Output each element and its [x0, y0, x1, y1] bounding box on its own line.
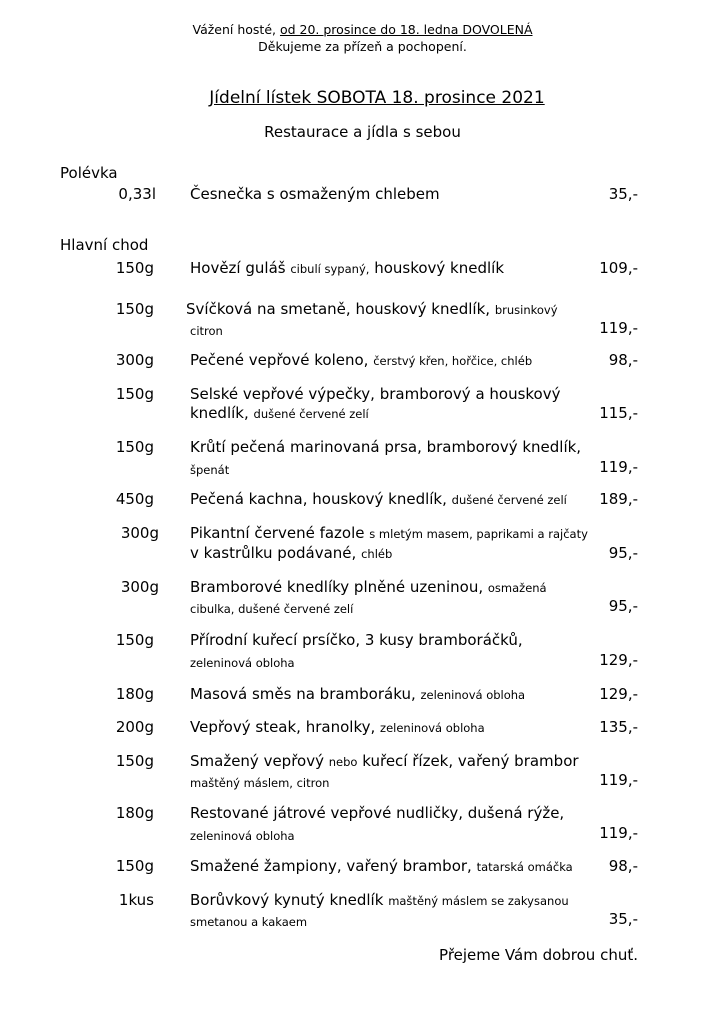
- item-price: 95,-: [608, 597, 638, 615]
- item-qty: 300g: [120, 578, 159, 596]
- item-name: Smažené žampiony, vařený brambor, tatarská omáčka: [190, 857, 573, 875]
- item-price: 129,-: [599, 651, 638, 669]
- item-name: Borůvkový kynutý knedlík maštěný máslem se zakysanou: [190, 891, 569, 909]
- notice-dates: od 20. prosince do 18. ledna DOVOLENÁ: [279, 22, 533, 37]
- item-qty: 150g: [115, 259, 154, 277]
- item-price: 129,-: [599, 685, 638, 703]
- item-price: 35,-: [608, 185, 638, 203]
- item-name: Vepřový steak, hranolky, zeleninová obloha: [190, 718, 485, 736]
- item-note: zeleninová obloha: [190, 656, 295, 670]
- item-name: Selské vepřové výpečky, bramborový a houskový: [190, 385, 561, 403]
- item-price: 119,-: [599, 458, 638, 476]
- section-soup: Polévka: [60, 164, 118, 182]
- item-qty: 200g: [115, 718, 154, 736]
- item-name: Pikantní červené fazole s mletým masem, paprikami a rajčaty: [190, 524, 588, 542]
- item-price: 98,-: [608, 351, 638, 369]
- item-price: 35,-: [608, 910, 638, 928]
- item-name: Smažený vepřový nebo kuřecí řízek, vařený brambor: [190, 752, 579, 770]
- item-name: Svíčková na smetaně, houskový knedlík, brusinkový: [186, 300, 558, 318]
- closing-wish: Přejeme Vám dobrou chuť.: [439, 946, 638, 964]
- item-qty: 150g: [115, 438, 154, 456]
- item-name: Pečená kachna, houskový knedlík, dušené červené zelí: [190, 490, 567, 508]
- item-price: 115,-: [599, 404, 638, 422]
- item-note: maštěný máslem, citron: [190, 776, 330, 790]
- item-name: Přírodní kuřecí prsíčko, 3 kusy bramboráčků,: [190, 631, 523, 649]
- item-name: Bramborové knedlíky plněné uzeninou, osmažená: [190, 578, 547, 596]
- item-qty: 450g: [115, 490, 154, 508]
- item-qty: 180g: [115, 685, 154, 703]
- item-price: 95,-: [608, 544, 638, 562]
- vacation-notice: [0, 22, 725, 37]
- item-price: 109,-: [599, 259, 638, 277]
- item-name-cont: knedlík, dušené červené zelí: [190, 404, 369, 422]
- item-name: Restované játrové vepřové nudličky, dušená rýže,: [190, 804, 565, 822]
- item-name: Krůtí pečená marinovaná prsa, bramborový knedlík,: [190, 438, 582, 456]
- item-name: Česnečka s osmaženým chlebem: [190, 185, 440, 203]
- item-qty: 300g: [115, 351, 154, 369]
- item-qty: 150g: [115, 300, 154, 318]
- item-name-cont: v kastrůlku podávané, chléb: [190, 544, 393, 562]
- item-price: 135,-: [599, 718, 638, 736]
- item-price: 119,-: [599, 824, 638, 842]
- item-note: špenát: [190, 463, 230, 477]
- item-note: smetanou a kakaem: [190, 915, 308, 929]
- item-name: Hovězí guláš cibulí sypaný, houskový knedlík: [190, 259, 505, 277]
- item-qty: 0,33l: [118, 185, 156, 203]
- item-qty: 300g: [120, 524, 159, 542]
- notice-prefix: Vážení hosté,: [192, 22, 280, 37]
- menu-subtitle: Restaurace a jídla s sebou: [264, 123, 461, 141]
- item-qty: 150g: [115, 857, 154, 875]
- item-price: 119,-: [599, 771, 638, 789]
- item-qty: 150g: [115, 631, 154, 649]
- thanks-line: Děkujeme za přízeň a pochopení.: [258, 39, 467, 54]
- item-qty: 150g: [115, 385, 154, 403]
- item-price: 98,-: [608, 857, 638, 875]
- item-qty: 1kus: [118, 891, 154, 909]
- item-note: cibulka, dušené červené zelí: [190, 602, 354, 616]
- menu-title: Jídelní lístek SOBOTA 18. prosince 2021: [209, 88, 545, 108]
- item-note: zeleninová obloha: [190, 829, 295, 843]
- section-main: Hlavní chod: [60, 236, 149, 254]
- item-name: Pečené vepřové koleno, čerstvý křen, hořčice, chléb: [190, 351, 533, 369]
- item-note: citron: [190, 324, 223, 338]
- item-name: Masová směs na bramboráku, zeleninová obloha: [190, 685, 526, 703]
- item-price: 119,-: [599, 319, 638, 337]
- item-qty: 180g: [115, 804, 154, 822]
- item-price: 189,-: [599, 490, 638, 508]
- item-qty: 150g: [115, 752, 154, 770]
